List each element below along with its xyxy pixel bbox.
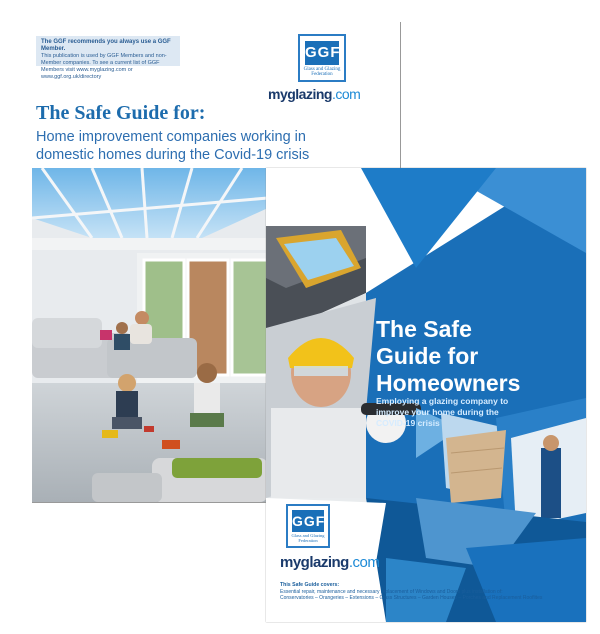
covers-line2: Conservatories – Orangeries – Extensions – Glass Structures – Garden Houses – Porches and Replacement Rooflites	[280, 595, 543, 601]
brand-suffix-front: .com	[348, 554, 380, 571]
recommendation-title: The GGF recommends you always use a GGF Member.	[41, 39, 171, 52]
recommendation-body: This publication is used by GGF Members and non-Member companies. To see a current list of GGF Members visit www.myglazing.com or www.ggf.org.uk/directory	[41, 53, 167, 80]
ggf-logo-caption: Glass and Glazing Federation	[303, 67, 341, 77]
conservatory-photo	[32, 168, 268, 502]
front-title: The Safe Guide for Homeowners	[376, 316, 521, 396]
ggf-logo-front	[286, 504, 330, 548]
back-title: The Safe Guide for:	[36, 102, 206, 124]
brand-main: myglazing	[268, 86, 332, 102]
covers-line1: Essential repair, maintenance and necessary replacement of Windows and Doors plus installation of:	[280, 588, 503, 595]
ggf-logo-front-mark: GGF	[292, 510, 324, 532]
covers-title: This Safe Guide covers:	[280, 582, 340, 588]
myglazing-brand	[268, 86, 360, 102]
ggf-logo	[298, 34, 346, 82]
covers-text	[280, 582, 590, 602]
back-subtitle: Home improvement companies working in domestic homes during the Covid-19 crisis	[36, 129, 310, 163]
ggf-logo-front-caption: Glass and Glazing Federation	[291, 533, 325, 543]
brand-suffix: .com	[331, 86, 361, 102]
front-subtitle: Employing a glazing company to improve your home during the COVID-19 crisis	[376, 396, 509, 428]
ggf-logo-mark: GGF	[305, 41, 339, 65]
recommendation-box	[36, 36, 180, 80]
brand-main-front: myglazing	[280, 554, 349, 571]
myglazing-brand-front	[280, 554, 379, 571]
